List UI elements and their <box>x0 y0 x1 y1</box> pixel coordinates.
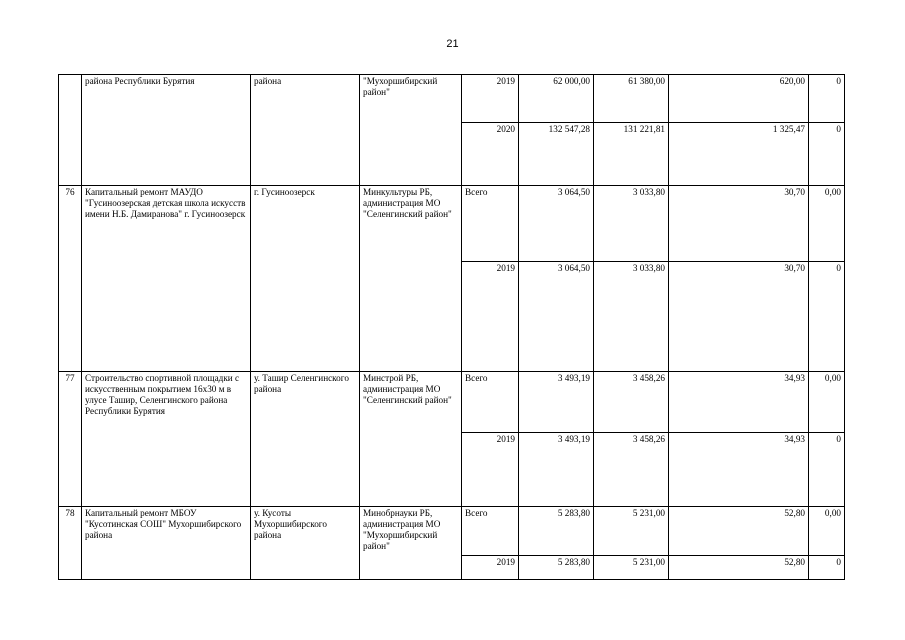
regional-cell: 52,80 <box>669 507 809 556</box>
responsible-cell: "Мухоршибирский район" <box>360 75 462 186</box>
local-cell: 0,00 <box>809 186 845 262</box>
federal-cell: 3 458,26 <box>594 372 669 433</box>
budget-table <box>58 74 845 580</box>
location-cell: г. Гусиноозерск <box>251 186 360 372</box>
project-name-cell: Капитальный ремонт МБОУ "Кусотинская СОШ" Мухоршибирского района <box>82 507 251 580</box>
location-cell: у. Кусоты Мухоршибирского района <box>251 507 360 580</box>
year-cell: Всего <box>462 186 519 262</box>
project-name-cell: района Республики Бурятия <box>82 75 251 186</box>
row-number-cell: 77 <box>59 372 82 507</box>
federal-cell: 3 033,80 <box>594 186 669 262</box>
table-row <box>59 186 845 262</box>
federal-cell: 131 221,81 <box>594 123 669 186</box>
regional-cell: 34,93 <box>669 372 809 433</box>
year-cell: 2020 <box>462 123 519 186</box>
total-cell: 3 064,50 <box>519 262 594 372</box>
year-cell: 2019 <box>462 556 519 580</box>
project-name-cell: Строительство спортивной площадки с искусственным покрытием 16х30 м в улусе Ташир, Селенгинского района Республики Бурятия <box>82 372 251 507</box>
table-row <box>59 75 845 123</box>
total-cell: 62 000,00 <box>519 75 594 123</box>
location-cell: района <box>251 75 360 186</box>
federal-cell: 61 380,00 <box>594 75 669 123</box>
local-cell: 0 <box>809 556 845 580</box>
regional-cell: 34,93 <box>669 433 809 507</box>
row-number-cell: 76 <box>59 186 82 372</box>
location-cell: у. Ташир Селенгинского района <box>251 372 360 507</box>
total-cell: 5 283,80 <box>519 556 594 580</box>
federal-cell: 3 458,26 <box>594 433 669 507</box>
local-cell: 0,00 <box>809 372 845 433</box>
responsible-cell: Минстрой РБ, администрация МО "Селенгинский район" <box>360 372 462 507</box>
federal-cell: 5 231,00 <box>594 507 669 556</box>
project-name-cell: Капитальный ремонт МАУДО "Гусиноозерская детская школа искусств имени Н.Б. Дамиранова" г. Гусиноозерск <box>82 186 251 372</box>
total-cell: 3 493,19 <box>519 433 594 507</box>
row-number-cell <box>59 75 82 186</box>
year-cell: 2019 <box>462 262 519 372</box>
table-row <box>59 372 845 433</box>
year-cell: 2019 <box>462 433 519 507</box>
responsible-cell: Минкультуры РБ, администрация МО "Селенгинский район" <box>360 186 462 372</box>
year-cell: Всего <box>462 507 519 556</box>
regional-cell: 30,70 <box>669 186 809 262</box>
local-cell: 0 <box>809 262 845 372</box>
federal-cell: 3 033,80 <box>594 262 669 372</box>
table-row <box>59 507 845 556</box>
federal-cell: 5 231,00 <box>594 556 669 580</box>
responsible-cell: Минобрнауки РБ, администрация МО "Мухоршибирский район" <box>360 507 462 580</box>
row-number-cell: 78 <box>59 507 82 580</box>
local-cell: 0 <box>809 123 845 186</box>
total-cell: 132 547,28 <box>519 123 594 186</box>
page-number: 21 <box>446 38 459 50</box>
year-cell: 2019 <box>462 75 519 123</box>
regional-cell: 620,00 <box>669 75 809 123</box>
regional-cell: 30,70 <box>669 262 809 372</box>
local-cell: 0 <box>809 433 845 507</box>
regional-cell: 1 325,47 <box>669 123 809 186</box>
local-cell: 0,00 <box>809 507 845 556</box>
total-cell: 3 064,50 <box>519 186 594 262</box>
total-cell: 3 493,19 <box>519 372 594 433</box>
year-cell: Всего <box>462 372 519 433</box>
local-cell: 0 <box>809 75 845 123</box>
regional-cell: 52,80 <box>669 556 809 580</box>
total-cell: 5 283,80 <box>519 507 594 556</box>
